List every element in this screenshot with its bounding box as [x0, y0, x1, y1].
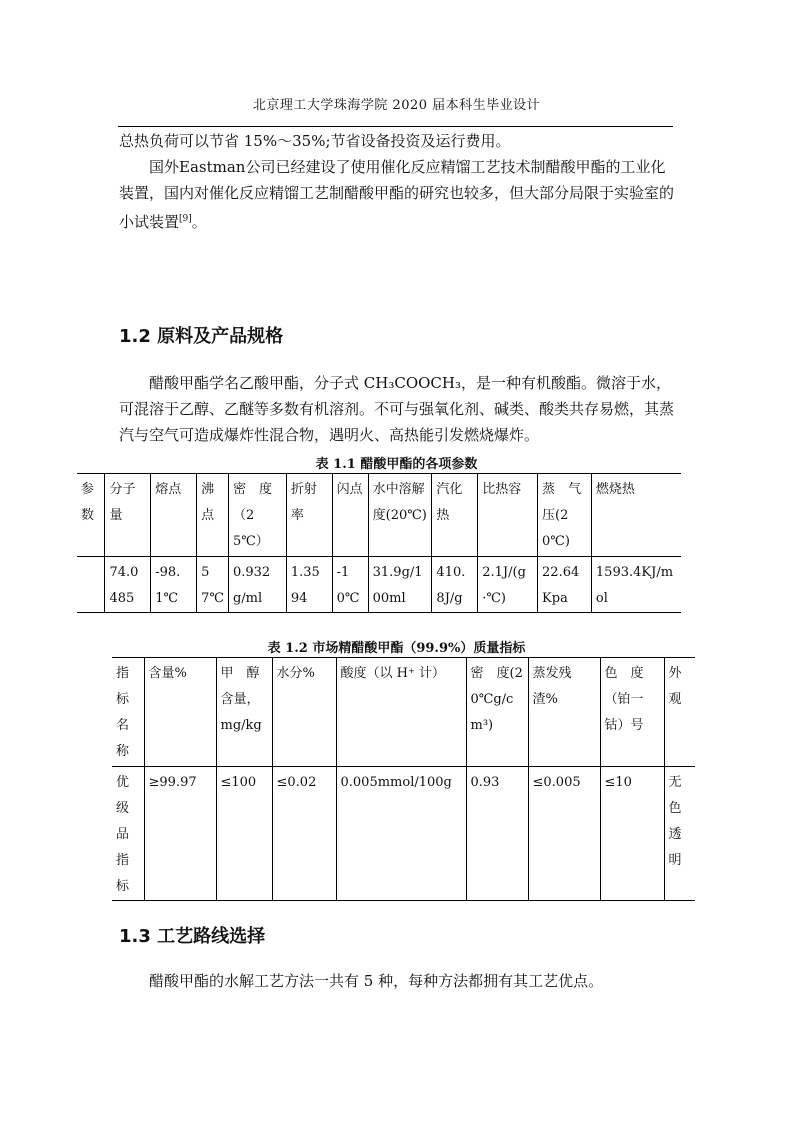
section-heading-1-3: 1.3 工艺路线选择 [119, 926, 266, 947]
table-1-header-cell: 汽化热 [432, 474, 478, 557]
table-1-header-cell: 燃烧热 [591, 474, 681, 557]
table-1-cell: 74.0485 [105, 557, 151, 613]
table-2-cell: ≤100 [216, 767, 272, 901]
intro-paragraph-2-end: 。 [191, 213, 207, 231]
table-1-cell: 1.3594 [286, 557, 332, 613]
table-1-cell: 1593.4KJ/mol [591, 557, 681, 613]
section-1-2-paragraph: 醋酸甲酯学名乙酸甲酯，分子式 CH₃COOCH₃，是一种有机酸酯。微溶于水，可混溶于乙醇、乙醚等多数有机溶剂。不可与强氧化剂、碱类、酸类共存易燃，其蒸汽与空气可造成爆炸性混合物，遇明火、高热能引发燃烧爆炸。 [119, 374, 675, 444]
table-2-header-cell: 水分% [272, 658, 336, 767]
table-2-header-cell: 酸度（以 H⁺ 计） [336, 658, 466, 767]
table-1-cell [77, 557, 105, 613]
table-1-cell: 410.8J/g [432, 557, 478, 613]
intro-paragraph-2-text: 国外Eastman公司已经建设了使用催化反应精馏工艺技术制醋酸甲酯的工业化装置，国内对催化反应精馏工艺制醋酸甲酯的研究也较多，但大部分局限于实验室的小试装置 [119, 158, 675, 231]
table-1-header-cell: 密 度（25℃） [228, 474, 286, 557]
table-2-cell: ≤0.005 [528, 767, 600, 901]
table-1-header-cell: 熔点 [151, 474, 197, 557]
intro-paragraph-2 [119, 154, 675, 235]
table-1-cell: -98.1℃ [151, 557, 197, 613]
table-2-cell: 无色透明 [664, 767, 695, 901]
citation-ref: [9] [179, 214, 192, 224]
table-1-cell: 57℃ [197, 557, 229, 613]
page-header: 北京理工大学珠海学院 2020 届本科生毕业设计 [252, 98, 541, 113]
table-1-header-cell: 参数 [77, 474, 105, 557]
table-2-cell: 0.005mmol/100g [336, 767, 466, 901]
table-1-header-cell: 水中溶解度(20℃) [368, 474, 432, 557]
table-2-header-cell: 密 度(20℃g/cm³) [466, 658, 528, 767]
table-1-caption: 表 1.1 醋酸甲酯的各项参数 [315, 457, 478, 472]
intro-paragraph-1: 总热负荷可以节省 15%～35%;节省设备投资及运行费用。 [119, 132, 511, 150]
table-2-cell: ≤10 [600, 767, 664, 901]
header-rule [118, 126, 673, 127]
table-2 [112, 657, 695, 901]
table-2-header-cell: 含量% [144, 658, 216, 767]
table-2-header-cell: 外观 [664, 658, 695, 767]
table-1-cell: 0.932g/ml [228, 557, 286, 613]
table-2-caption: 表 1.2 市场精醋酸甲酯（99.9%）质量指标 [267, 641, 526, 656]
table-2-header-cell: 甲 醇含量，mg/kg [216, 658, 272, 767]
table-1-cell: 22.64Kpa [538, 557, 592, 613]
table-1-header-cell: 沸点 [197, 474, 229, 557]
table-1-cell: -10℃ [332, 557, 368, 613]
table-2-header-row [112, 658, 695, 767]
table-2-header-cell: 指标名称 [112, 658, 144, 767]
table-2-cell: 优级品指标 [116, 775, 130, 894]
table-1 [77, 473, 681, 613]
table-1-data-row [77, 557, 681, 613]
table-2-cell: ≤0.02 [272, 767, 336, 901]
table-1-header-cell: 比热容 [478, 474, 538, 557]
table-1-header-row [77, 474, 681, 557]
table-2-cell: 0.93 [466, 767, 528, 901]
table-1-cell: 2.1J/(g·℃) [478, 557, 538, 613]
table-1-header-cell: 折射率 [286, 474, 332, 557]
table-1-cell: 31.9g/100ml [368, 557, 432, 613]
table-2-data-row [112, 767, 695, 901]
table-1-header-cell: 闪点 [332, 474, 368, 557]
table-2-header-cell: 蒸发残渣% [528, 658, 600, 767]
table-2-header-cell: 色 度（铂一钴）号 [600, 658, 664, 767]
section-heading-1-2: 1.2 原料及产品规格 [119, 326, 284, 347]
table-1-header-cell: 蒸 气压(20℃) [538, 474, 592, 557]
section-1-3-paragraph: 醋酸甲酯的水解工艺方法一共有 5 种，每种方法都拥有其工艺优点。 [149, 972, 604, 990]
table-2-cell: ≥99.97 [144, 767, 216, 901]
table-1-header-cell: 分子量 [105, 474, 151, 557]
